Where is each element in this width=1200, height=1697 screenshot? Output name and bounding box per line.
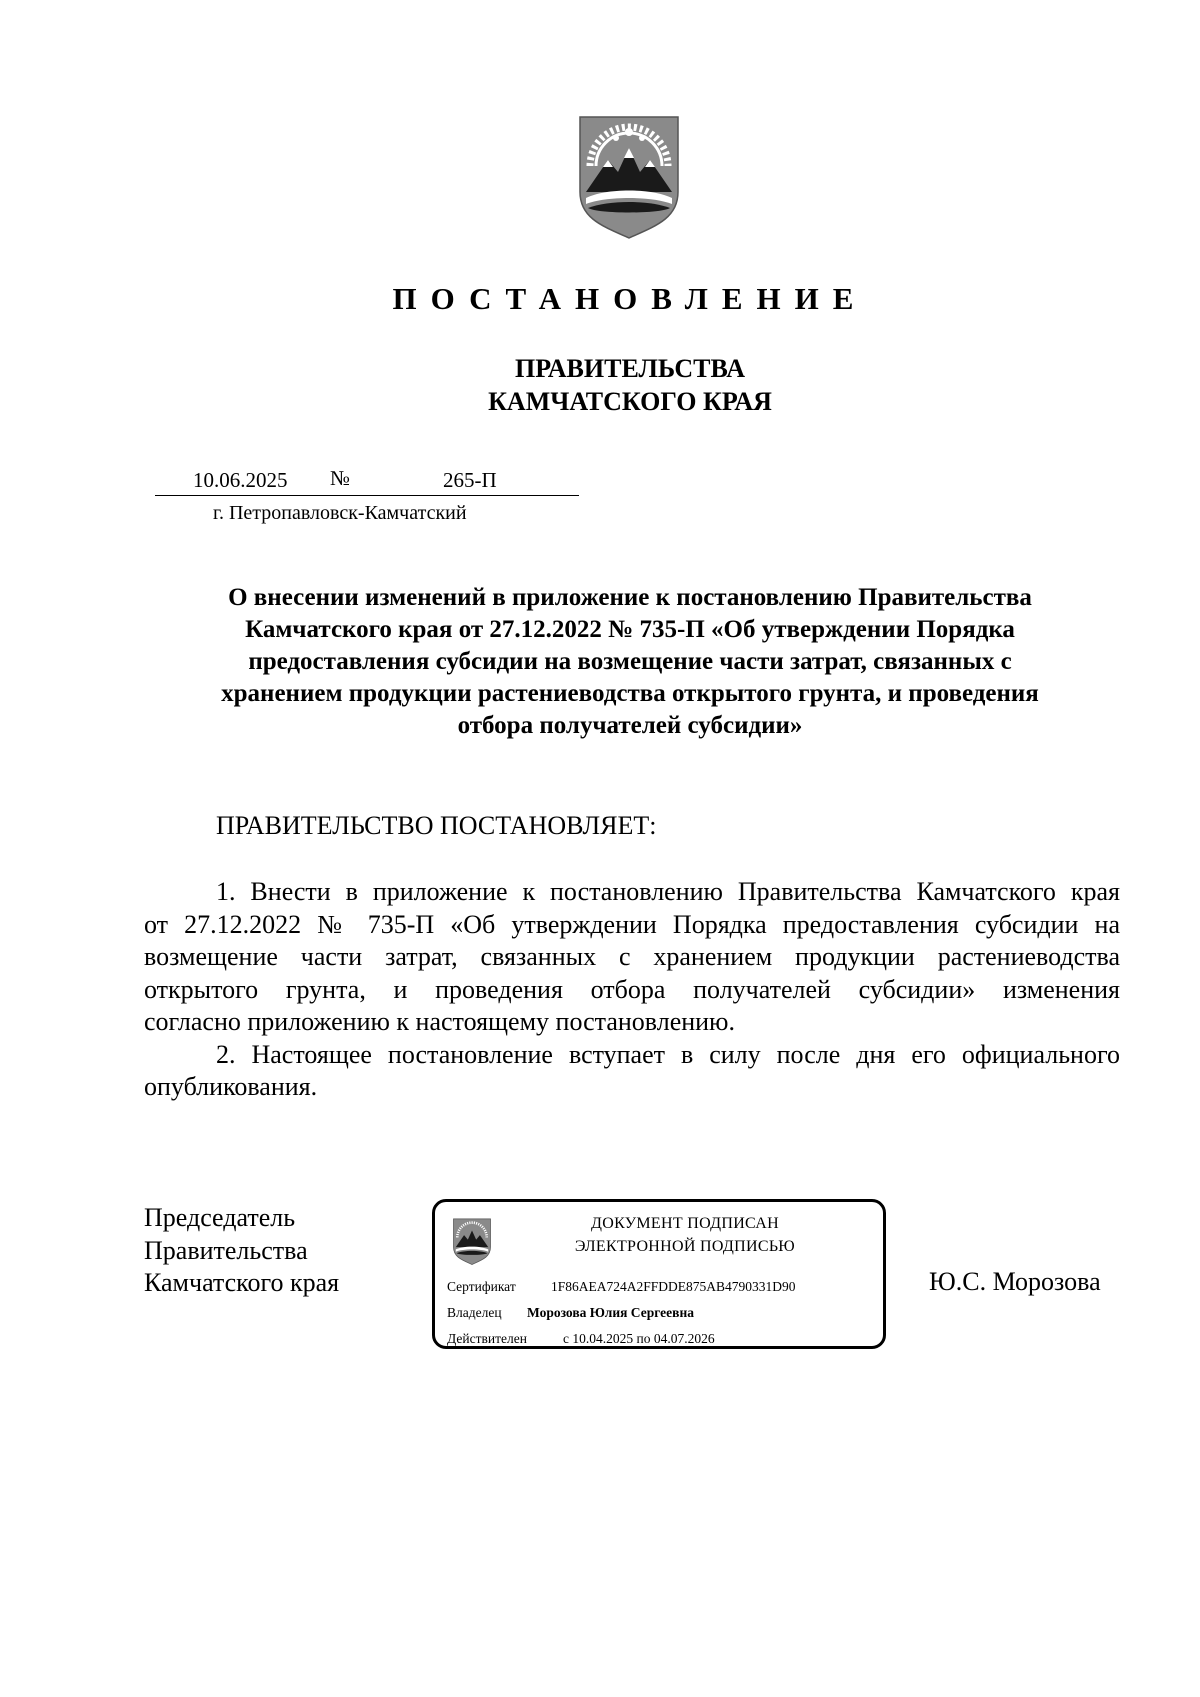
signatory-title-line: Камчатского края (144, 1268, 340, 1297)
owner-value: Морозова Юлия Сергеевна (527, 1305, 694, 1320)
certificate-label: Сертификат (447, 1279, 516, 1294)
decree-heading: ПРАВИТЕЛЬСТВО ПОСТАНОВЛЯЕТ: (216, 811, 657, 840)
registration-number: 265-П (443, 468, 497, 492)
subject-line: хранением продукции растениеводства открытого грунта, и проведения (221, 680, 1039, 707)
electronic-signature-stamp (432, 1199, 886, 1349)
signatory-title-line: Правительства (144, 1235, 308, 1265)
subject-line: предоставления субсидии на возмещение части затрат, связанных с (248, 648, 1012, 675)
issuer-line: ПРАВИТЕЛЬСТВА (515, 354, 745, 383)
stamp-heading-line: ЭЛЕКТРОННОЙ ПОДПИСЬЮ (574, 1238, 796, 1255)
subject-line: Камчатского края от 27.12.2022 № 735-П «Об утверждении Порядка (245, 616, 1015, 643)
certificate-value: 1F86AEA724A2FFDDE875AB4790331D90 (551, 1279, 796, 1294)
subject-line: отбора получателей субсидии» (457, 712, 803, 739)
city-label: г. Петропавловск-Камчатский (213, 502, 467, 524)
validity-label: Действителен (447, 1331, 527, 1346)
owner-row (447, 1305, 694, 1321)
paragraph-2-line: опубликования. (144, 1072, 318, 1101)
stamp-heading (525, 1212, 845, 1258)
registration-date: 10.06.2025 (193, 468, 288, 492)
paragraph-1-line: открытого грунта, и проведения отбора получателей субсидии» изменения (144, 974, 1120, 1004)
issuer-line: КАМЧАТСКОГО КРАЯ (488, 387, 772, 416)
certificate-row (447, 1279, 796, 1295)
document-type-title: ПОСТАНОВЛЕНИЕ (392, 281, 868, 316)
paragraph-1-line: 1. Внести в приложение к постановлению Правительства Камчатского края (216, 877, 1120, 906)
stamp-coat-of-arms-icon (452, 1213, 492, 1270)
stamp-heading-line: ДОКУМЕНТ ПОДПИСАН (591, 1215, 779, 1232)
signatory-title (144, 1202, 339, 1300)
owner-label: Владелец (447, 1305, 502, 1320)
registration-line (155, 467, 579, 496)
paragraph-1-line: от 27.12.2022 № 735-П «Об утверждении Порядка предоставления субсидии на (144, 909, 1120, 939)
paragraph-2-line: 2. Настоящее постановление вступает в силу после дня его официального (216, 1039, 1120, 1069)
paragraph-1-line: согласно приложению к настоящему постановлению. (144, 1007, 735, 1036)
validity-value: с 10.04.2025 по 04.07.2026 (563, 1331, 715, 1346)
document-subject (150, 582, 1110, 742)
signatory-name: Ю.С. Морозова (929, 1267, 1101, 1296)
validity-row (447, 1331, 715, 1347)
issuer-block (0, 352, 1200, 418)
subject-line: О внесении изменений в приложение к постановлению Правительства (228, 584, 1032, 611)
signatory-title-line: Председатель (144, 1203, 296, 1232)
document-body (144, 876, 1120, 1104)
number-sign: № (330, 466, 351, 490)
paragraph-1-line: возмещение части затрат, связанных с хранением продукции растениеводства (144, 942, 1120, 971)
coat-of-arms-icon (576, 114, 682, 240)
